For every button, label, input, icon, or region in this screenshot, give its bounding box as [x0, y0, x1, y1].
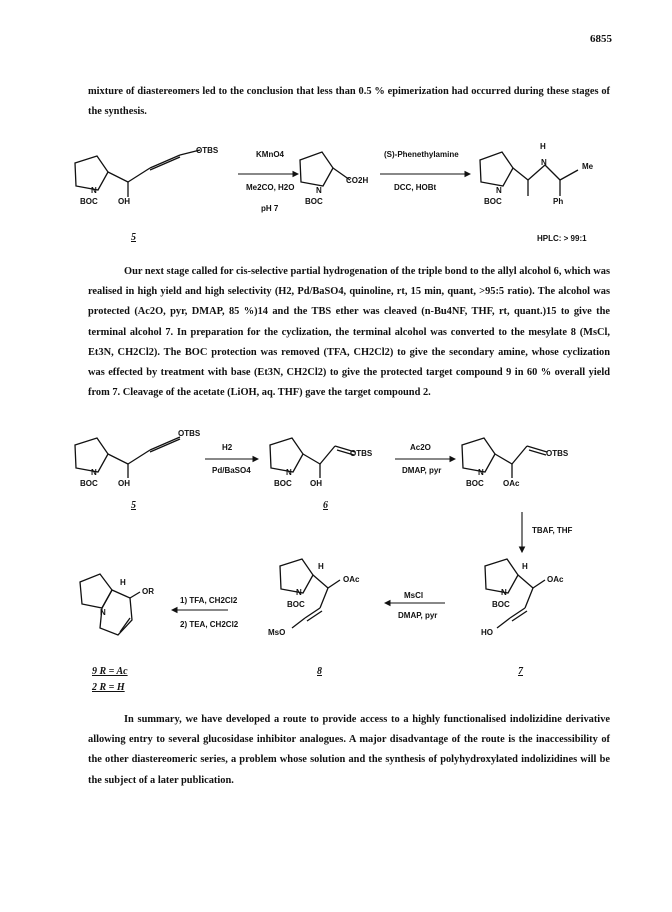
- compound-ac-structure: [462, 438, 547, 478]
- s2-h-7: H: [522, 562, 528, 571]
- s1-me: Me: [582, 162, 594, 171]
- s2-oac-7: OAc: [547, 575, 564, 584]
- s2-otbs-ac: OTBS: [546, 449, 569, 458]
- s2-compound-5: 5: [131, 500, 136, 511]
- reagent-me2co: Me2CO, H2O: [246, 183, 295, 192]
- s2-oac-ac: OAc: [503, 479, 520, 488]
- reagent-ac2o: Ac2O: [410, 443, 431, 452]
- s2-boc-ac: BOC: [466, 479, 484, 488]
- s1-oh: OH: [118, 197, 130, 206]
- s2-n-6: N: [286, 468, 292, 477]
- reagent-tea: 2) TEA, CH2Cl2: [180, 620, 239, 629]
- s2-n-8: N: [296, 588, 302, 597]
- s2-boc-8: BOC: [287, 600, 305, 609]
- paragraph-3-text: In summary, we have developed a route to provide access to a highly functionalised indolizidine derivative allowing entry to several glucosidase inhibitor analogues. A major disadvantage of the route is the inaccessibility of the other diastereomeric series, a problem whose solution and the synthesis of polyhydroxylated indolizidines will be the subject of a later publication.: [88, 714, 610, 786]
- s1-n: N: [91, 186, 97, 195]
- s2-compound-7: 7: [518, 666, 523, 677]
- s1-compound-5: 5: [131, 232, 136, 243]
- compound-8-structure: [280, 559, 340, 628]
- paragraph-1-text: mixture of diastereomers led to the conclusion that less than 0.5 % epimerization had occurred during these stages of the synthesis.: [88, 86, 610, 118]
- reagent-tbaf: TBAF, THF: [532, 526, 573, 535]
- compound-6-structure: [270, 438, 355, 478]
- s2-boc-6: BOC: [274, 479, 292, 488]
- page-number: 6855: [590, 33, 612, 45]
- s2-ho-7: HO: [481, 628, 493, 637]
- s1-n3: N: [541, 158, 547, 167]
- s2-compound-9: 9 R = Ac: [92, 666, 128, 677]
- s1-boc: BOC: [80, 197, 98, 206]
- s2-n-9: N: [100, 608, 106, 617]
- s2-otbs-6: OTBS: [350, 449, 373, 458]
- reagent-h2: H2: [222, 443, 233, 452]
- s1-h: H: [540, 142, 546, 151]
- s2-n-ac: N: [478, 468, 484, 477]
- s1-boc3: BOC: [484, 197, 502, 206]
- s2-h-9: H: [120, 578, 126, 587]
- s1-otbs: OTBS: [196, 146, 219, 155]
- reagent-dmap: DMAP, pyr: [402, 466, 442, 475]
- reagent-pd: Pd/BaSO4: [212, 466, 251, 475]
- hplc-note: HPLC: > 99:1: [537, 234, 587, 243]
- s2-oac-8: OAc: [343, 575, 360, 584]
- reagent-dcc: DCC, HOBt: [394, 183, 437, 192]
- s1-n4: N: [496, 186, 502, 195]
- compound-7-structure: [485, 559, 545, 628]
- s2-otbs-5: OTBS: [178, 429, 201, 438]
- amide-structure: [480, 152, 578, 196]
- reagent-dmap2: DMAP, pyr: [398, 611, 438, 620]
- s1-n2: N: [316, 186, 322, 195]
- s2-n-7: N: [501, 588, 507, 597]
- compound-9-structure: [80, 574, 140, 635]
- paragraph-3: [88, 710, 610, 791]
- reagent-tfa: 1) TFA, CH2Cl2: [180, 596, 238, 605]
- s2-h-8: H: [318, 562, 324, 571]
- s2-boc-7: BOC: [492, 600, 510, 609]
- acid-structure: [300, 152, 350, 186]
- s2-compound-8: 8: [317, 666, 322, 677]
- paragraph-2-text: Our next stage called for cis-selective partial hydrogenation of the triple bond to the allyl alcohol 6, which was realised in high yield and high selectivity (H2, Pd/BaSO4, quinoline, rt, 15 min, quant, >95:5 ratio). The alcohol was protected (Ac2O, pyr, DMAP, 85 %)14 and the TBS ether was cleaved (n-Bu4NF, THF, rt, quant.)15 to give the terminal alcohol 7. In preparation for the cyclization, the terminal alcohol was converted to the mesylate 8 (MsCl, Et3N, CH2Cl2). The BOC protection was removed (TFA, CH2Cl2) to give the secondary amine, whose cyclization was effected by treatment with base (Et3N, CH2Cl2) to give the protected target compound 9 in 60 % overall yield from 7. Cleavage of the acetate (LiOH, aq. THF) gave the target compound 2.: [88, 266, 610, 399]
- reagent-ph7: pH 7: [261, 204, 279, 213]
- reagent-kmno4: KMnO4: [256, 150, 284, 159]
- s2-or-9: OR: [142, 587, 154, 596]
- paragraph-2: [88, 262, 610, 403]
- s1-boc2: BOC: [305, 197, 323, 206]
- s1-co2h: CO2H: [346, 176, 369, 185]
- s1-ph: Ph: [553, 197, 564, 206]
- s2-boc-5: BOC: [80, 479, 98, 488]
- reagent-phenethylamine: (S)-Phenethylamine: [384, 150, 459, 159]
- s2-oh-5: OH: [118, 479, 130, 488]
- s2-compound-6: 6: [323, 500, 328, 511]
- s2-n-5: N: [91, 468, 97, 477]
- s2-compound-2: 2 R = H: [92, 682, 125, 693]
- s2-oh-6: OH: [310, 479, 322, 488]
- reagent-mscl: MsCl: [404, 591, 424, 600]
- s2-mso-8: MsO: [268, 628, 286, 637]
